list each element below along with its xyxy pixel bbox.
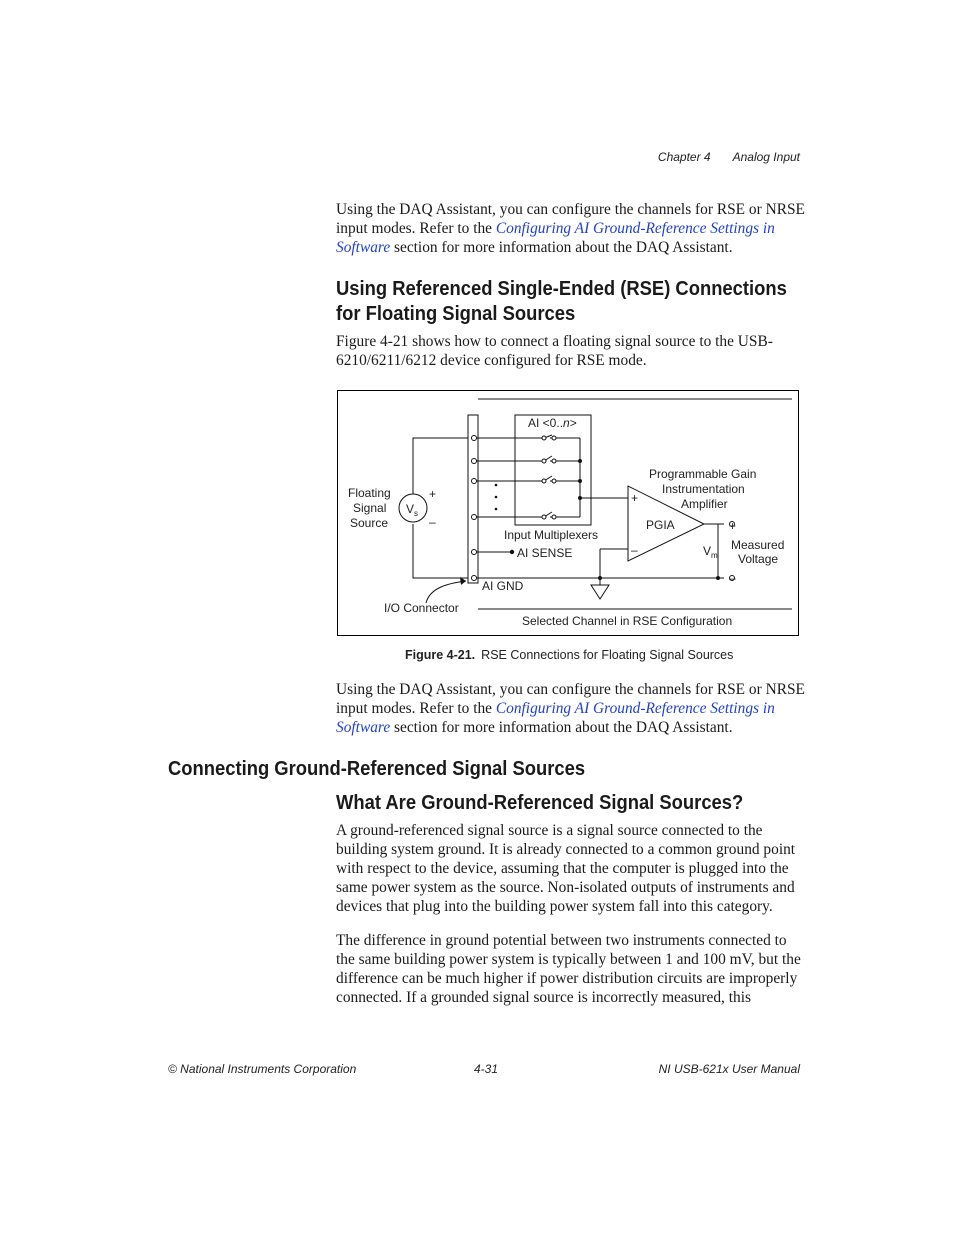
intro-paragraph [336, 200, 806, 257]
pgia-minus-sign: – [631, 543, 638, 557]
heading-what-are: What Are Ground-Referenced Signal Sources? [336, 792, 744, 814]
source-minus-sign: – [429, 515, 436, 529]
intro-link[interactable]: Configuring AI Ground-Reference Settings in Software [336, 220, 775, 256]
floating-label-3: Source [350, 516, 389, 530]
header-section: Analog Input [732, 150, 800, 164]
ai-gnd-label: AI GND [482, 579, 524, 593]
ai-sense-label: AI SENSE [517, 546, 573, 560]
heading-connecting-ground: Connecting Ground-Referenced Signal Sources [168, 758, 586, 780]
running-header [658, 150, 800, 164]
heading-rse-floating: Using Referenced Single-Ended (RSE) Connections for Floating Signal Sources [336, 278, 787, 325]
floating-label-1: Floating [348, 486, 391, 500]
outro-text-after: section for more information about the DAQ Assistant. [390, 719, 733, 736]
pga-label-3: Amplifier [681, 497, 728, 511]
pga-label-1: Programmable Gain [649, 467, 757, 481]
source-plus-wire [413, 438, 468, 506]
outro-text-before: Using the DAQ Assistant, you can configure the channels for RSE or NRSE input modes. Refer to the [336, 681, 805, 717]
measured-label-2: Voltage [738, 552, 779, 566]
what-paragraph: A ground-referenced signal source is a signal source connected to the building system ground. It is already connected to a common ground point with respect to the device, assuming that the computer is plugged into the same power system as the source. Non-isolated outputs of instruments and devices that plug into the building power system fall into this category. [336, 822, 796, 915]
input-mux-label: Input Multiplexers [504, 528, 599, 542]
figure-4-21 [337, 390, 799, 636]
vm-label: $V_m$ [703, 544, 718, 560]
outro-paragraph [336, 680, 806, 737]
header-chapter: Chapter 4 [657, 150, 711, 164]
footer-page-number: 4-31 [474, 1062, 499, 1076]
pgia-plus-sign: + [631, 491, 639, 505]
rse-paragraph: Figure 4-21 shows how to connect a floating signal source to the USB-6210/6211/6212 device configured for RSE mode. [336, 333, 773, 369]
floating-label-2: Signal [353, 501, 387, 515]
io-connector-label: I/O Connector [384, 601, 459, 615]
intro-text-before: Using the DAQ Assistant, you can configure the channels for RSE or NRSE input modes. Refer to the [336, 201, 805, 237]
caption-number: Figure 4-21. [405, 648, 476, 662]
ground-symbol [591, 585, 609, 599]
footer-manual-title: NI USB-621x User Manual [658, 1062, 800, 1076]
intro-text-after: section for more information about the DAQ Assistant. [390, 239, 733, 256]
figure-caption [405, 648, 733, 662]
measured-label-1: Measured [731, 538, 785, 552]
selected-channel-label: Selected Channel in RSE Configuration [522, 614, 733, 628]
ai-range-label: AI <0..n> [528, 416, 577, 430]
footer-copyright: © National Instruments Corporation [168, 1062, 357, 1076]
io-connector-leader [426, 581, 466, 603]
outro-link[interactable]: Configuring AI Ground-Reference Settings in Software [336, 700, 775, 736]
source-plus-sign: + [429, 487, 437, 501]
output-plus-sign: + [729, 519, 737, 533]
output-minus-sign: – [729, 571, 736, 585]
source-minus-wire [413, 524, 468, 578]
pgia-label: PGIA [646, 518, 675, 532]
rse-diagram [338, 391, 800, 637]
difference-paragraph: The difference in ground potential between two instruments connected to the same building power system is typically between 1 and 100 mV, but the difference can be much higher if power distribution circuits are improperly connected. If a grounded signal source is incorrectly measured, this [336, 932, 801, 1006]
caption-text: RSE Connections for Floating Signal Sources [481, 648, 734, 662]
vs-label: $V_s$ [406, 502, 419, 518]
pga-label-2: Instrumentation [662, 482, 745, 496]
